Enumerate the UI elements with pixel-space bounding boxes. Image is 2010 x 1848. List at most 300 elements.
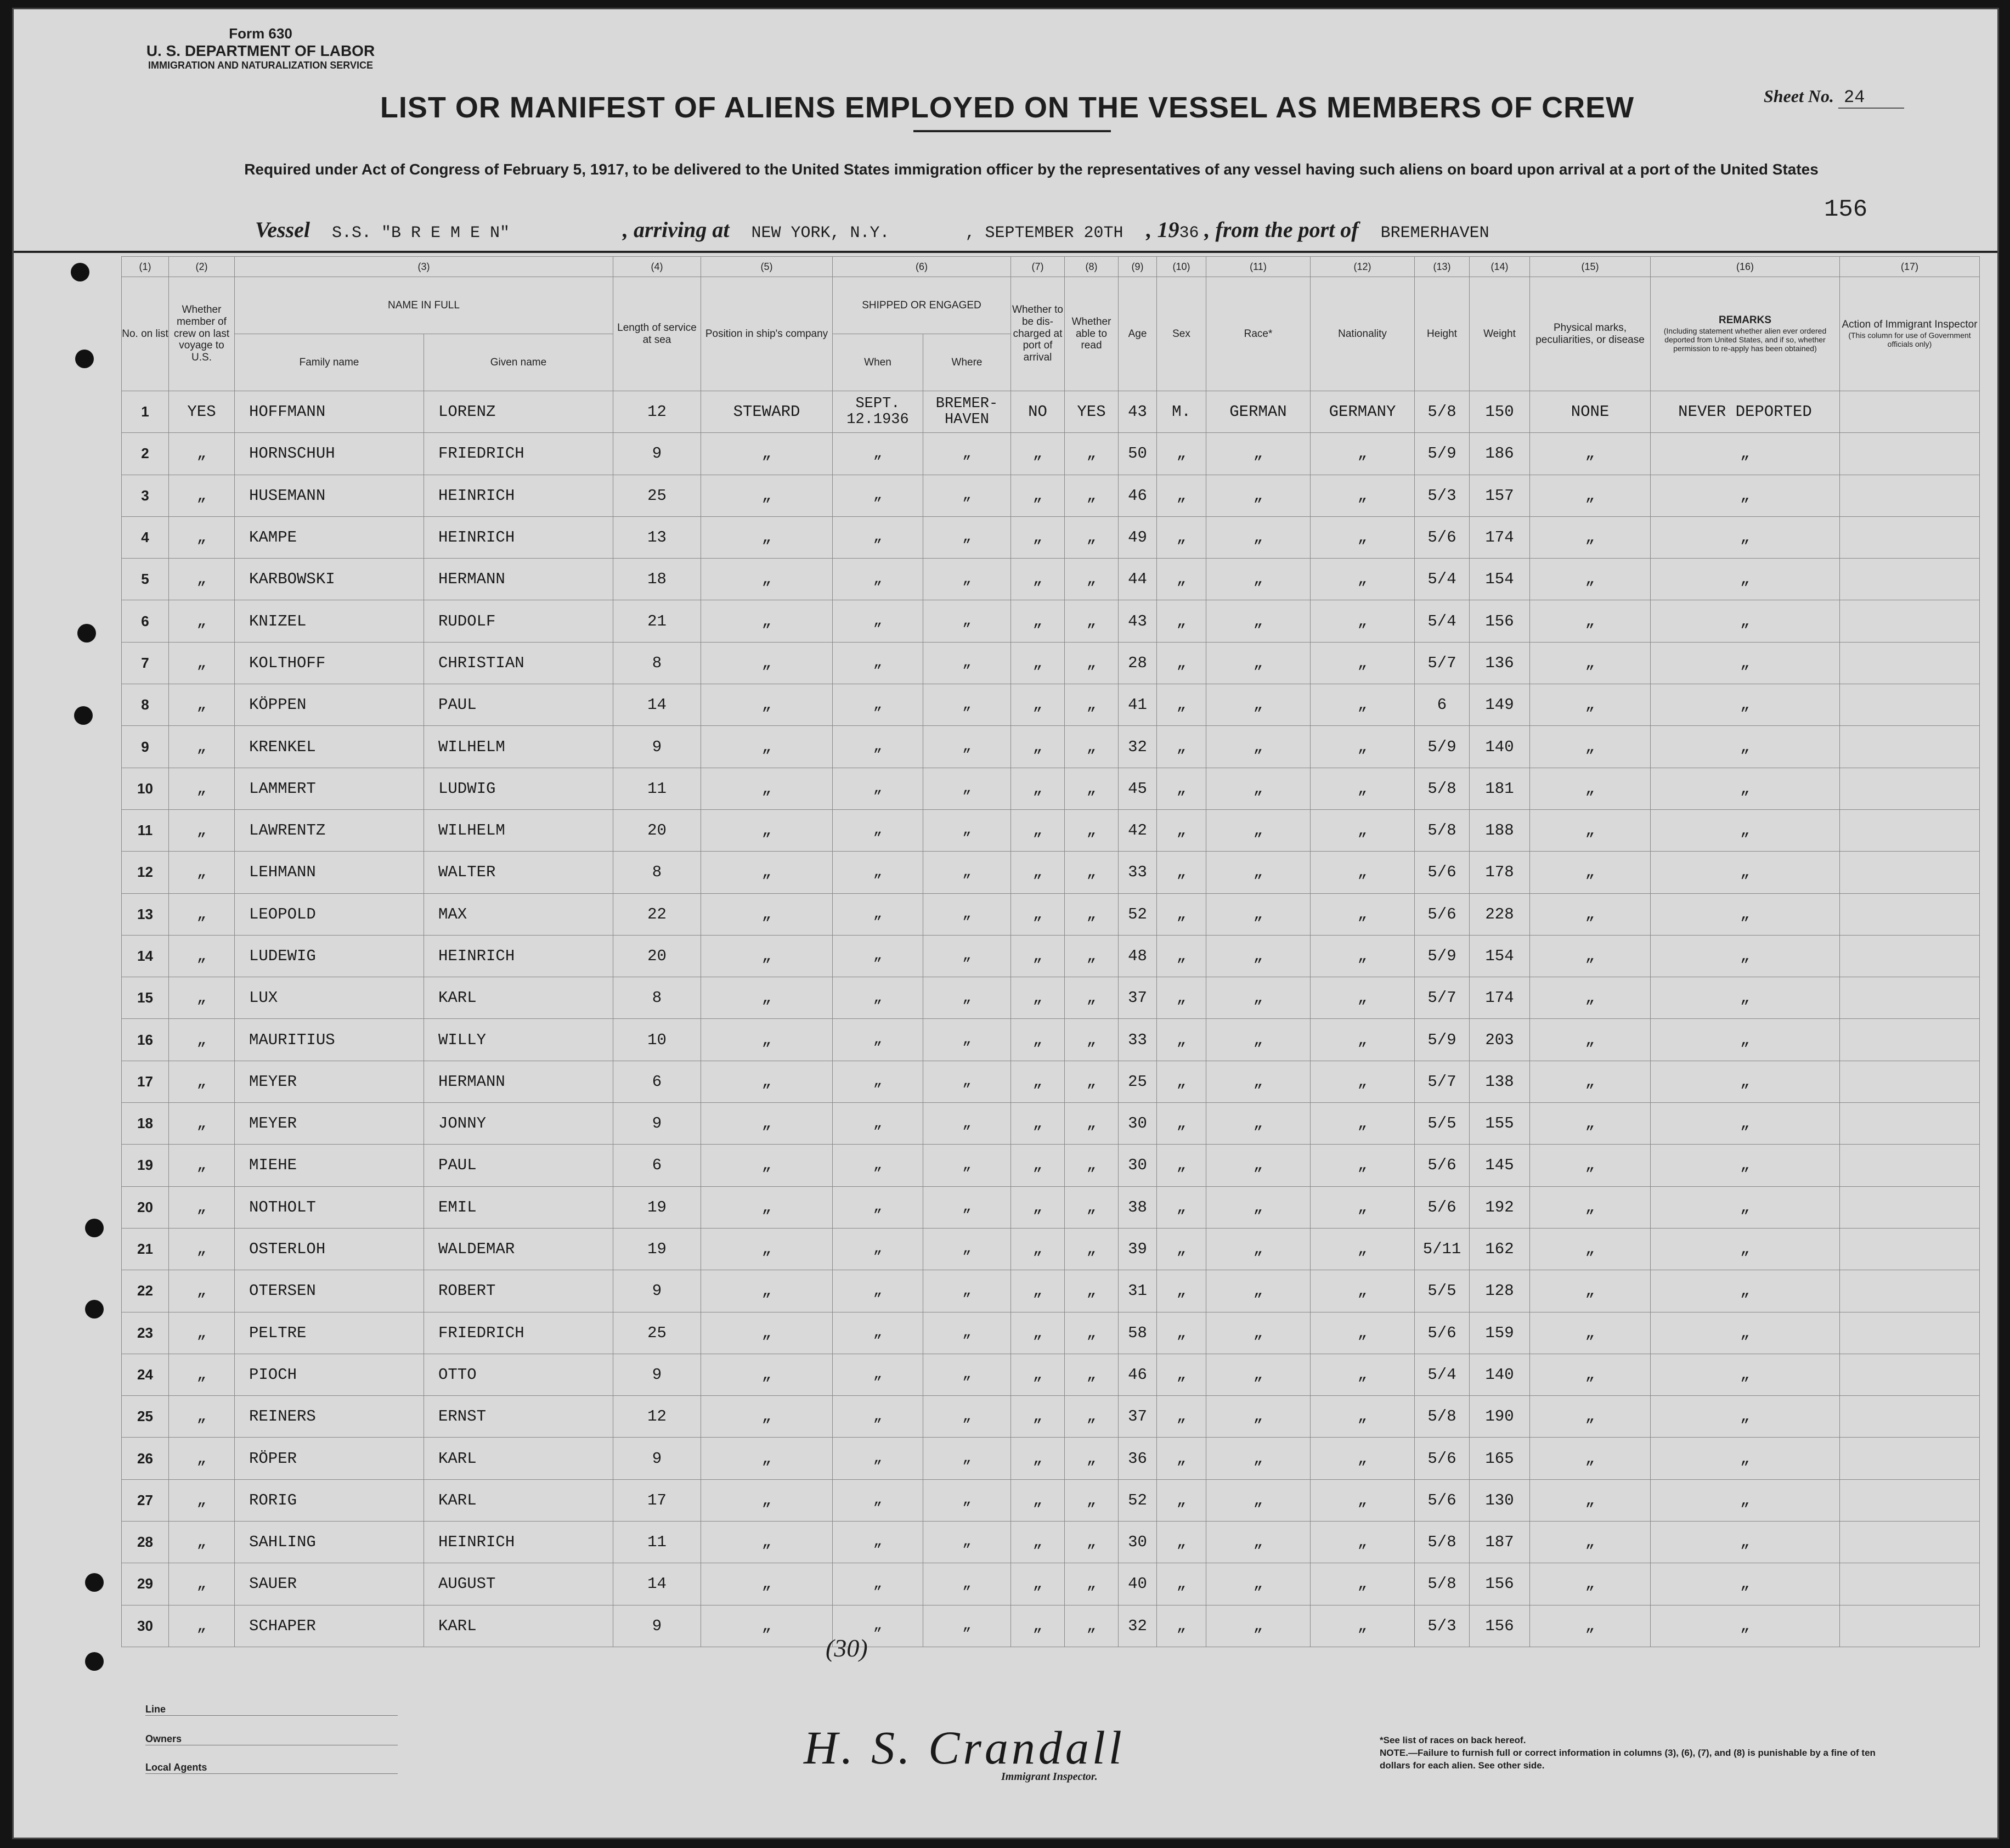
col-7-number: (7): [1011, 257, 1065, 277]
shipped-where-cell: „: [923, 852, 1011, 893]
table-row: [122, 1103, 1980, 1145]
position-cell: „: [701, 852, 833, 893]
position-cell: „: [701, 893, 833, 935]
inspector-action-cell: [1840, 1270, 1980, 1312]
row-number-cell: 3: [122, 475, 169, 516]
header-remarks: [1651, 277, 1840, 391]
member-last-voyage-cell: „: [169, 1270, 235, 1312]
remarks-cell: „: [1651, 1396, 1840, 1438]
weight-cell: 154: [1470, 559, 1530, 600]
shipped-where-cell: „: [923, 726, 1011, 768]
family-name-cell: OTERSEN: [235, 1270, 424, 1312]
member-last-voyage-cell: „: [169, 1354, 235, 1395]
inspector-action-cell: [1840, 559, 1980, 600]
inspector-action-cell: [1840, 1354, 1980, 1395]
nationality-cell: „: [1311, 768, 1415, 809]
nationality-cell: „: [1311, 1354, 1415, 1395]
row-number-cell: 11: [122, 809, 169, 851]
member-last-voyage-cell: „: [169, 1103, 235, 1145]
nationality-cell: „: [1311, 1228, 1415, 1270]
given-name-cell: AUGUST: [424, 1563, 613, 1605]
shipped-where-cell: „: [923, 1186, 1011, 1228]
able-to-read-cell: „: [1065, 768, 1119, 809]
weight-cell: 156: [1470, 1563, 1530, 1605]
year-prefix: , 19: [1146, 217, 1179, 242]
sex-cell: „: [1157, 1186, 1206, 1228]
table-row: [122, 1563, 1980, 1605]
given-name-cell: MAX: [424, 893, 613, 935]
races-note: *See list of races on back hereof.: [1380, 1735, 1526, 1745]
age-cell: 32: [1119, 1605, 1157, 1647]
member-last-voyage-cell: „: [169, 893, 235, 935]
sex-cell: „: [1157, 475, 1206, 516]
shipped-where-cell: „: [923, 1061, 1011, 1102]
weight-cell: 140: [1470, 1354, 1530, 1395]
shipped-where-cell: „: [923, 1270, 1011, 1312]
able-to-read-cell: „: [1065, 1228, 1119, 1270]
action-title: Action of Immigrant Inspector: [1842, 319, 1978, 331]
height-cell: 5/3: [1415, 475, 1470, 516]
height-cell: 5/5: [1415, 1103, 1470, 1145]
age-cell: 43: [1119, 600, 1157, 642]
length-of-service-cell: 25: [613, 475, 701, 516]
nationality-cell: „: [1311, 1061, 1415, 1102]
length-of-service-cell: 9: [613, 1354, 701, 1395]
height-cell: 5/4: [1415, 600, 1470, 642]
position-cell: „: [701, 516, 833, 558]
height-cell: 5/8: [1415, 768, 1470, 809]
member-last-voyage-cell: „: [169, 516, 235, 558]
age-cell: 44: [1119, 559, 1157, 600]
member-last-voyage-cell: „: [169, 684, 235, 726]
position-cell: „: [701, 1438, 833, 1479]
age-cell: 33: [1119, 852, 1157, 893]
race-cell: „: [1206, 684, 1311, 726]
nationality-cell: „: [1311, 893, 1415, 935]
shipped-where-cell: BREMER- HAVEN: [923, 391, 1011, 433]
position-cell: „: [701, 559, 833, 600]
length-of-service-cell: 9: [613, 1438, 701, 1479]
able-to-read-cell: „: [1065, 977, 1119, 1019]
line-label: Line: [145, 1704, 398, 1716]
weight-cell: 181: [1470, 768, 1530, 809]
given-name-cell: PAUL: [424, 684, 613, 726]
sex-cell: „: [1157, 1522, 1206, 1563]
shipped-when-cell: „: [833, 1061, 923, 1102]
discharged-cell: „: [1011, 893, 1065, 935]
physical-marks-cell: „: [1530, 1354, 1651, 1395]
inspector-signature: H. S. Crandall: [804, 1721, 1125, 1774]
table-row: [122, 1312, 1980, 1354]
height-cell: 5/5: [1415, 1270, 1470, 1312]
header-action: [1840, 277, 1980, 391]
sex-cell: „: [1157, 684, 1206, 726]
age-cell: 30: [1119, 1145, 1157, 1186]
shipped-where-cell: „: [923, 1354, 1011, 1395]
able-to-read-cell: „: [1065, 809, 1119, 851]
remarks-cell: „: [1651, 1186, 1840, 1228]
binder-hole: [85, 1573, 104, 1592]
inspector-action-cell: [1840, 852, 1980, 893]
row-number-cell: 7: [122, 642, 169, 684]
position-cell: „: [701, 1228, 833, 1270]
binder-hole: [85, 1300, 104, 1319]
row-number-cell: 12: [122, 852, 169, 893]
race-cell: „: [1206, 1061, 1311, 1102]
given-name-cell: OTTO: [424, 1354, 613, 1395]
height-cell: 5/4: [1415, 559, 1470, 600]
race-cell: „: [1206, 1270, 1311, 1312]
able-to-read-cell: „: [1065, 559, 1119, 600]
shipped-when-cell: „: [833, 1522, 923, 1563]
race-cell: „: [1206, 1354, 1311, 1395]
column-number-row: [122, 257, 1980, 277]
member-last-voyage-cell: „: [169, 935, 235, 977]
physical-marks-cell: „: [1530, 559, 1651, 600]
shipped-where-cell: „: [923, 809, 1011, 851]
family-name-cell: KAMPE: [235, 516, 424, 558]
age-cell: 45: [1119, 768, 1157, 809]
header-given-name: Given name: [424, 334, 613, 391]
header-age: Age: [1119, 277, 1157, 391]
weight-cell: 130: [1470, 1479, 1530, 1521]
weight-cell: 187: [1470, 1522, 1530, 1563]
weight-cell: 162: [1470, 1228, 1530, 1270]
family-name-cell: NOTHOLT: [235, 1186, 424, 1228]
shipped-when-cell: „: [833, 809, 923, 851]
race-cell: „: [1206, 977, 1311, 1019]
physical-marks-cell: „: [1530, 1061, 1651, 1102]
position-cell: „: [701, 1061, 833, 1102]
shipped-when-cell: „: [833, 559, 923, 600]
shipped-where-cell: „: [923, 559, 1011, 600]
weight-cell: 156: [1470, 1605, 1530, 1647]
physical-marks-cell: „: [1530, 600, 1651, 642]
weight-cell: 192: [1470, 1186, 1530, 1228]
race-cell: „: [1206, 516, 1311, 558]
shipped-when-cell: „: [833, 1186, 923, 1228]
race-cell: „: [1206, 1479, 1311, 1521]
length-of-service-cell: 8: [613, 642, 701, 684]
family-name-cell: MIEHE: [235, 1145, 424, 1186]
able-to-read-cell: „: [1065, 726, 1119, 768]
remarks-cell: „: [1651, 516, 1840, 558]
length-of-service-cell: 17: [613, 1479, 701, 1521]
shipped-when-cell: „: [833, 726, 923, 768]
given-name-cell: RUDOLF: [424, 600, 613, 642]
length-of-service-cell: 11: [613, 768, 701, 809]
row-number-cell: 29: [122, 1563, 169, 1605]
header-race: Race*: [1206, 277, 1311, 391]
position-cell: „: [701, 1186, 833, 1228]
member-last-voyage-cell: „: [169, 768, 235, 809]
family-name-cell: PIOCH: [235, 1354, 424, 1395]
table-row: [122, 684, 1980, 726]
physical-marks-cell: „: [1530, 935, 1651, 977]
nationality-cell: „: [1311, 935, 1415, 977]
given-name-cell: HERMANN: [424, 559, 613, 600]
shipped-where-cell: „: [923, 768, 1011, 809]
family-name-cell: HOFFMANN: [235, 391, 424, 433]
table-row: [122, 1522, 1980, 1563]
height-cell: 5/11: [1415, 1228, 1470, 1270]
given-name-cell: HEINRICH: [424, 935, 613, 977]
member-last-voyage-cell: „: [169, 1605, 235, 1647]
nationality-cell: „: [1311, 1522, 1415, 1563]
family-name-cell: KRENKEL: [235, 726, 424, 768]
nationality-cell: „: [1311, 1479, 1415, 1521]
remarks-cell: „: [1651, 1438, 1840, 1479]
discharged-cell: „: [1011, 516, 1065, 558]
header-nationality: Nationality: [1311, 277, 1415, 391]
table-row: [122, 1354, 1980, 1395]
given-name-cell: WILHELM: [424, 809, 613, 851]
height-cell: 5/6: [1415, 893, 1470, 935]
age-cell: 39: [1119, 1228, 1157, 1270]
member-last-voyage-cell: „: [169, 852, 235, 893]
col-4-number: (4): [613, 257, 701, 277]
row-number-cell: 24: [122, 1354, 169, 1395]
height-cell: 5/6: [1415, 1145, 1470, 1186]
age-cell: 41: [1119, 684, 1157, 726]
age-cell: 36: [1119, 1438, 1157, 1479]
position-cell: „: [701, 1103, 833, 1145]
remarks-cell: „: [1651, 768, 1840, 809]
nationality-cell: „: [1311, 1312, 1415, 1354]
inspector-action-cell: [1840, 1605, 1980, 1647]
arrival-date: , SEPTEMBER 20TH: [965, 224, 1123, 243]
sex-cell: „: [1157, 893, 1206, 935]
weight-cell: 186: [1470, 433, 1530, 475]
family-name-cell: OSTERLOH: [235, 1228, 424, 1270]
weight-cell: 149: [1470, 684, 1530, 726]
discharged-cell: „: [1011, 1354, 1065, 1395]
physical-marks-cell: „: [1530, 1605, 1651, 1647]
given-name-cell: WILHELM: [424, 726, 613, 768]
weight-cell: 178: [1470, 852, 1530, 893]
physical-marks-cell: „: [1530, 684, 1651, 726]
age-cell: 30: [1119, 1522, 1157, 1563]
position-cell: „: [701, 1522, 833, 1563]
shipped-when-cell: „: [833, 475, 923, 516]
col-15-number: (15): [1530, 257, 1651, 277]
nationality-cell: „: [1311, 809, 1415, 851]
family-name-cell: SCHAPER: [235, 1605, 424, 1647]
row-number-cell: 18: [122, 1103, 169, 1145]
race-cell: „: [1206, 559, 1311, 600]
row-number-cell: 4: [122, 516, 169, 558]
table-row: [122, 935, 1980, 977]
discharged-cell: „: [1011, 1270, 1065, 1312]
shipped-where-cell: „: [923, 1479, 1011, 1521]
discharged-cell: „: [1011, 1103, 1065, 1145]
member-last-voyage-cell: „: [169, 809, 235, 851]
shipped-when-cell: „: [833, 516, 923, 558]
family-name-cell: RORIG: [235, 1479, 424, 1521]
table-row: [122, 1396, 1980, 1438]
vessel-label: Vessel: [255, 217, 310, 242]
able-to-read-cell: „: [1065, 516, 1119, 558]
row-number-cell: 17: [122, 1061, 169, 1102]
discharged-cell: „: [1011, 768, 1065, 809]
shipped-when-cell: „: [833, 935, 923, 977]
position-cell: „: [701, 1396, 833, 1438]
table-row: [122, 600, 1980, 642]
member-last-voyage-cell: „: [169, 1479, 235, 1521]
age-cell: 28: [1119, 642, 1157, 684]
shipped-where-cell: „: [923, 893, 1011, 935]
weight-cell: 136: [1470, 642, 1530, 684]
shipped-where-cell: „: [923, 475, 1011, 516]
col-9-number: (9): [1119, 257, 1157, 277]
row-number-cell: 15: [122, 977, 169, 1019]
weight-cell: 188: [1470, 809, 1530, 851]
row-number-cell: 13: [122, 893, 169, 935]
shipped-when-cell: „: [833, 1479, 923, 1521]
given-name-cell: KARL: [424, 1479, 613, 1521]
length-of-service-cell: 18: [613, 559, 701, 600]
member-last-voyage-cell: YES: [169, 391, 235, 433]
height-cell: 5/9: [1415, 1019, 1470, 1061]
physical-marks-cell: „: [1530, 977, 1651, 1019]
position-cell: „: [701, 1145, 833, 1186]
penalty-note: NOTE.—Failure to furnish full or correct information in columns (3), (6), (7), and (8) is punishable by a fine of ten dollars for each alien. See other side.: [1380, 1747, 1876, 1771]
position-cell: „: [701, 1479, 833, 1521]
able-to-read-cell: „: [1065, 475, 1119, 516]
height-cell: 5/4: [1415, 1354, 1470, 1395]
length-of-service-cell: 9: [613, 433, 701, 475]
sex-cell: „: [1157, 1145, 1206, 1186]
inspector-action-cell: [1840, 600, 1980, 642]
position-cell: „: [701, 433, 833, 475]
given-name-cell: EMIL: [424, 1186, 613, 1228]
length-of-service-cell: 8: [613, 852, 701, 893]
inspector-action-cell: [1840, 1145, 1980, 1186]
nationality-cell: „: [1311, 1563, 1415, 1605]
shipped-when-cell: „: [833, 1145, 923, 1186]
remarks-cell: „: [1651, 1605, 1840, 1647]
sex-cell: „: [1157, 516, 1206, 558]
remarks-cell: „: [1651, 1061, 1840, 1102]
nationality-cell: „: [1311, 977, 1415, 1019]
form-number: Form 630: [229, 25, 292, 42]
sex-cell: „: [1157, 559, 1206, 600]
position-cell: „: [701, 684, 833, 726]
header-physical-marks: Physical marks, peculiarities, or disease: [1530, 277, 1651, 391]
crew-manifest-table: [121, 256, 1980, 1647]
given-name-cell: PAUL: [424, 1145, 613, 1186]
discharged-cell: „: [1011, 1145, 1065, 1186]
race-cell: „: [1206, 893, 1311, 935]
length-of-service-cell: 6: [613, 1061, 701, 1102]
age-cell: 33: [1119, 1019, 1157, 1061]
given-name-cell: LORENZ: [424, 391, 613, 433]
nationality-cell: „: [1311, 1145, 1415, 1186]
physical-marks-cell: „: [1530, 1145, 1651, 1186]
given-name-cell: WALDEMAR: [424, 1228, 613, 1270]
height-cell: 5/6: [1415, 852, 1470, 893]
remarks-cell: „: [1651, 1563, 1840, 1605]
row-number-cell: 10: [122, 768, 169, 809]
nationality-cell: „: [1311, 559, 1415, 600]
family-name-cell: LAWRENTZ: [235, 809, 424, 851]
weight-cell: 159: [1470, 1312, 1530, 1354]
age-cell: 58: [1119, 1312, 1157, 1354]
member-last-voyage-cell: „: [169, 642, 235, 684]
row-number-cell: 5: [122, 559, 169, 600]
length-of-service-cell: 9: [613, 1605, 701, 1647]
form-identifier: [145, 26, 376, 71]
family-name-cell: HORNSCHUH: [235, 433, 424, 475]
able-to-read-cell: YES: [1065, 391, 1119, 433]
inspector-action-cell: [1840, 391, 1980, 433]
weight-cell: 190: [1470, 1396, 1530, 1438]
col-11-number: (11): [1206, 257, 1311, 277]
remarks-cell: „: [1651, 1103, 1840, 1145]
discharged-cell: „: [1011, 600, 1065, 642]
position-cell: „: [701, 1563, 833, 1605]
race-cell: „: [1206, 1563, 1311, 1605]
height-cell: 5/8: [1415, 1396, 1470, 1438]
weight-cell: 174: [1470, 516, 1530, 558]
family-name-cell: PELTRE: [235, 1312, 424, 1354]
discharged-cell: „: [1011, 475, 1065, 516]
nationality-cell: „: [1311, 475, 1415, 516]
discharged-cell: „: [1011, 1522, 1065, 1563]
member-last-voyage-cell: „: [169, 1563, 235, 1605]
row-number-cell: 26: [122, 1438, 169, 1479]
nationality-cell: „: [1311, 600, 1415, 642]
inspector-action-cell: [1840, 433, 1980, 475]
position-cell: „: [701, 935, 833, 977]
able-to-read-cell: „: [1065, 1019, 1119, 1061]
given-name-cell: FRIEDRICH: [424, 1312, 613, 1354]
shipped-where-cell: „: [923, 1522, 1011, 1563]
sex-cell: „: [1157, 1438, 1206, 1479]
table-row: [122, 642, 1980, 684]
sheet-number-field: [1764, 86, 1904, 109]
nationality-cell: „: [1311, 1438, 1415, 1479]
height-cell: 5/8: [1415, 809, 1470, 851]
row-number-cell: 6: [122, 600, 169, 642]
member-last-voyage-cell: „: [169, 1186, 235, 1228]
inspector-label: Immigrant Inspector.: [1001, 1771, 1098, 1783]
age-cell: 32: [1119, 726, 1157, 768]
member-last-voyage-cell: „: [169, 475, 235, 516]
shipped-when-cell: „: [833, 1103, 923, 1145]
binder-hole: [74, 706, 93, 725]
row-number-cell: 25: [122, 1396, 169, 1438]
remarks-cell: „: [1651, 1522, 1840, 1563]
discharged-cell: „: [1011, 684, 1065, 726]
family-name-cell: REINERS: [235, 1396, 424, 1438]
remarks-cell: NEVER DEPORTED: [1651, 391, 1840, 433]
table-row: [122, 516, 1980, 558]
arrival-port: NEW YORK, N.Y.: [751, 224, 890, 243]
inspector-action-cell: [1840, 1019, 1980, 1061]
shipped-where-cell: „: [923, 977, 1011, 1019]
race-cell: „: [1206, 1103, 1311, 1145]
height-cell: 5/9: [1415, 433, 1470, 475]
row-number-cell: 27: [122, 1479, 169, 1521]
table-row: [122, 809, 1980, 851]
discharged-cell: „: [1011, 1438, 1065, 1479]
position-cell: „: [701, 600, 833, 642]
age-cell: 30: [1119, 1103, 1157, 1145]
position-cell: „: [701, 1019, 833, 1061]
shipped-where-cell: „: [923, 935, 1011, 977]
age-cell: 38: [1119, 1186, 1157, 1228]
